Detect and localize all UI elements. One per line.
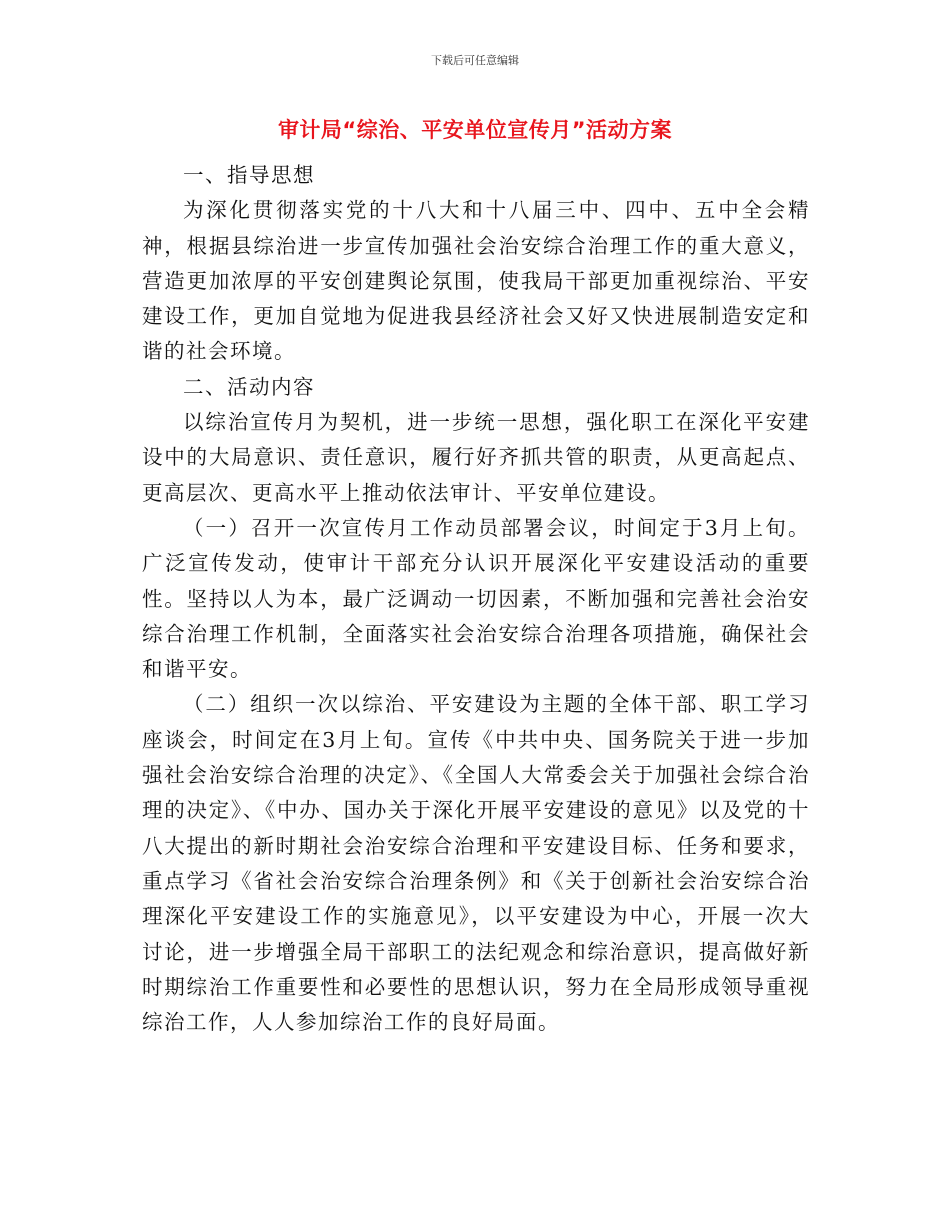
document-title: 审计局“综治、平安单位宣传月”活动方案 [277,118,673,142]
paragraph-item-two: （二）组织一次以综治、平安建设为主题的全体干部、职工学习座谈会，时间定在3月上旬。宣传《中共中央、国务院关于进一步加强社会治安综合治理的决定》、《全国人大常委会关于加强社会综合治理的决定》、《中办、国办关于深化开展平安建设的意见》以及党的十八大提出的新时期社会治安综合治理和平安建设目标、任务和要求，重点学习《省社会治安综合治理条例》和《关于创新社会治安综合治理深化平安建设工作的实施意见》，以平安建设为中心，开展一次大讨论，进一步增强全局干部职工的法纪观念和综治意识，提高做好新时期综治工作重要性和必要性的思想认识，努力在全局形成领导重视综治工作，人人参加综治工作的良好局面。 [142,692,810,1035]
paragraph-activity-intro: 以综治宣传月为契机，进一步统一思想，强化职工在深化平安建设中的大局意识、责任意识，履行好齐抓共管的职责，从更高起点、更高层次、更高水平上推动依法审计、平安单位建设。 [142,410,810,505]
header-note: 下载后可任意编辑 [431,54,519,67]
paragraph-item-one: （一）召开一次宣传月工作动员部署会议，时间定于3月上旬。广泛宣传发动，使审计干部充分认识开展深化平安建设活动的重要性。坚持以人为本，最广泛调动一切因素，不断加强和完善社会治安综合治理工作机制，全面落实社会治安综合治理各项措施，确保社会和谐平安。 [142,515,810,682]
section-heading-guiding-ideology: 一、指导思想 [183,163,315,187]
paragraph-guiding-ideology: 为深化贯彻落实党的十八大和十八届三中、四中、五中全会精神，根据县综治进一步宣传加强社会治安综合治理工作的重大意义，营造更加浓厚的平安创建舆论氛围，使我局干部更加重视综治、平安建设工作，更加自觉地为促进我县经济社会又好又快进展制造安定和谐的社会环境。 [142,198,810,364]
document-body [142,158,810,1040]
section-heading-activity-content: 二、活动内容 [183,374,315,399]
